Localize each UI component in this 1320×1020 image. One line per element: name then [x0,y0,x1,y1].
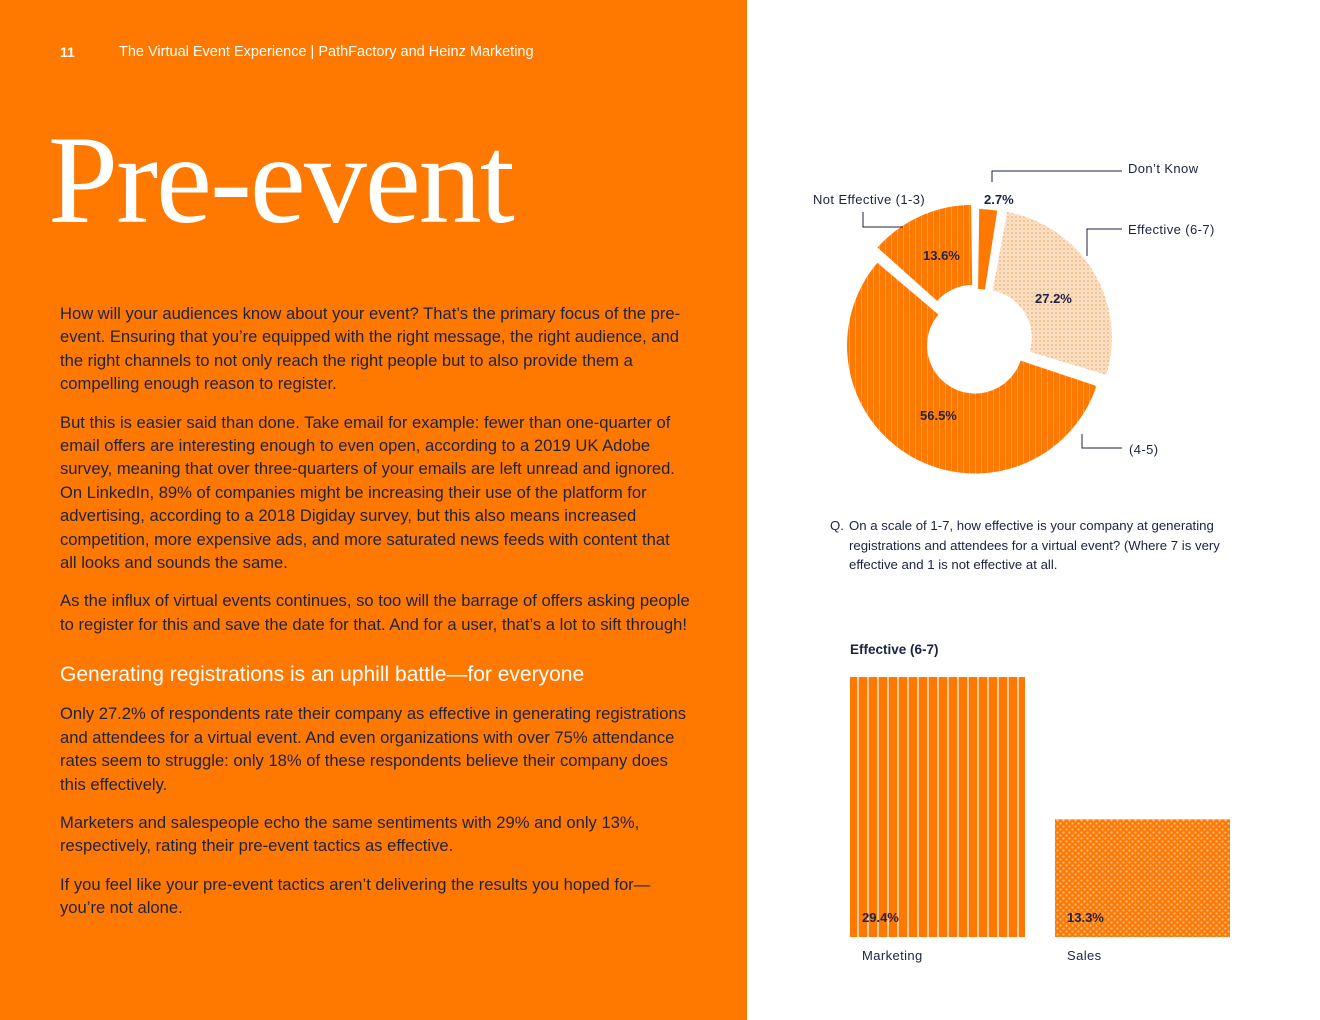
label-4-5: (4-5) [1129,442,1159,457]
callout-line-not-effective [863,212,903,227]
body-text [60,302,690,935]
value-4-5: 56.5% [920,408,957,423]
charts-svg [747,0,1320,1020]
value-effective: 27.2% [1035,291,1072,306]
callout-line-effective [1087,229,1122,256]
page-title: Pre-event [48,111,513,250]
label-dont-know: Don’t Know [1128,161,1199,176]
question-prefix: Q. [830,518,844,533]
label-effective: Effective (6-7) [1128,222,1215,237]
paragraph: How will your audiences know about your event? That’s the primary focus of the pre-event. Ensuring that you’re equipped with the right message, the right audience, and the right channels to not only reach the right people but to also provide them a compelling enough reason to register. [60,304,681,394]
right-panel [747,0,1320,1020]
bar-marketing [850,677,1025,937]
bar-label-marketing: Marketing [862,948,923,963]
label-not-effective: Not Effective (1-3) [813,192,926,207]
value-dont-know: 2.7% [984,192,1014,207]
section-subheading: Generating registrations is an uphill battle—for everyone [60,663,585,687]
bar-label-sales: Sales [1067,948,1102,963]
bar-value-marketing: 29.4% [862,910,899,925]
bar-chart [850,677,1230,937]
paragraph: Marketers and salespeople echo the same sentiments with 29% and only 13%, respectively, rating their pre-event tactics as effective. [60,812,640,856]
paragraph: Only 27.2% of respondents rate their company as effective in generating registrations and attendees for a virtual event. And even organizations with over 75% attendance rates seem to struggle: only 18% of these respondents believe their company does this effectively. [60,704,687,794]
paragraph: If you feel like your pre-event tactics aren’t delivering the results you hoped for—you’re not alone. [60,874,651,918]
callout-line-4-5 [1082,434,1122,448]
bar-value-sales: 13.3% [1067,910,1104,925]
running-header: The Virtual Event Experience | PathFactory and Heinz Marketing [119,44,534,60]
slice-dont-know [978,209,997,290]
donut-chart [847,205,1112,474]
bar-chart-title: Effective (6-7) [850,642,939,657]
callout-line-dont-know [992,171,1122,182]
value-not-effective: 13.6% [923,248,960,263]
question-text: On a scale of 1-7, how effective is your company at generating registrations and attendees for a virtual event? (Where 7 is very effective and 1 is not effective at all. [849,518,1220,572]
page-number: 11 [60,44,75,60]
paragraph: But this is easier said than done. Take email for example: fewer than one-quarter of email offers are interesting enough to even open, according to a 2019 UK Adobe survey, meaning that over three-quarters of your emails are left unread and ignored. On LinkedIn, 89% of companies might be increasing their use of the platform for advertising, according to a 2018 Digiday survey, but this also means increased competition, more expensive ads, and more saturated news feeds with content that all looks and sounds the same. [60,412,675,573]
survey-question [830,516,1250,575]
paragraph: As the influx of virtual events continues, so too will the barrage of offers asking people to register for this and save the date for that. And for a user, that’s a lot to sift through! [60,591,690,634]
